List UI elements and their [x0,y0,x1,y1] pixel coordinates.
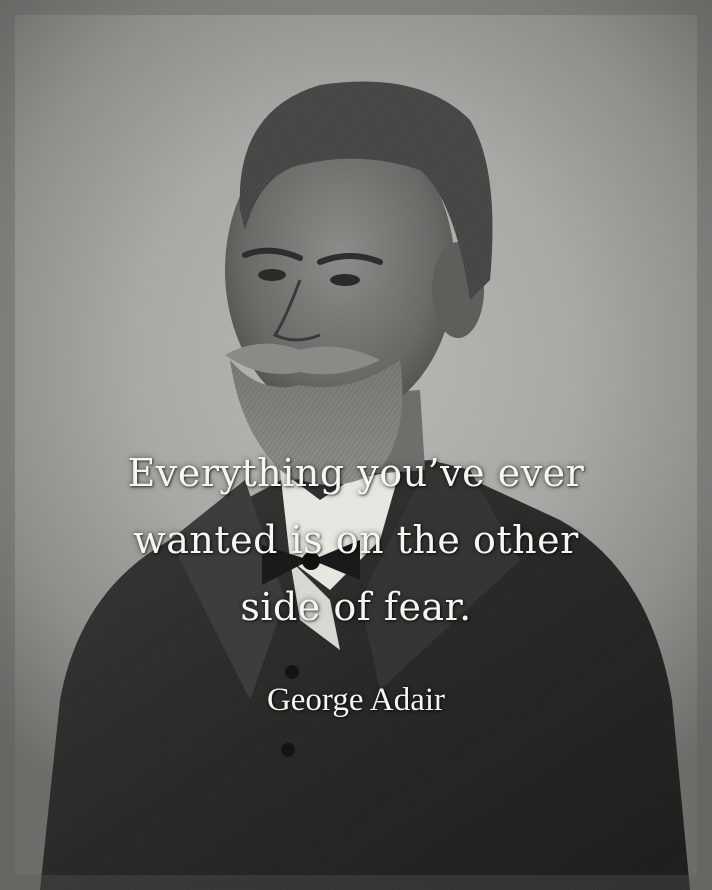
quote-author: George Adair [266,682,446,718]
quote-line-3: side of fear. [240,585,472,629]
quote-text [56,440,656,641]
quote-line-2: wanted is on the other [133,518,579,562]
quote-line-1: Everything you’ve ever [127,451,585,495]
